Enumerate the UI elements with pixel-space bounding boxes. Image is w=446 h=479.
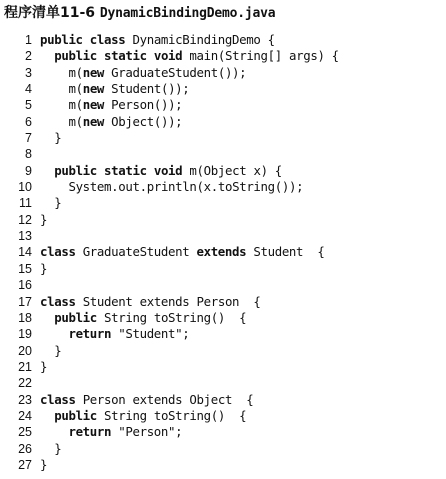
line-number: 11: [19, 196, 32, 211]
code-line: [0, 146, 446, 162]
code-line: [0, 457, 446, 473]
code-text: }: [40, 260, 48, 276]
line-number: 4: [25, 82, 32, 97]
code-text: public class DynamicBindingDemo {: [40, 32, 275, 47]
code-line: [0, 375, 446, 391]
code-line: [0, 359, 446, 375]
line-number: 10: [18, 180, 32, 195]
code-line: [0, 114, 446, 130]
line-number: 16: [18, 278, 32, 293]
code-line: [0, 179, 446, 195]
line-number: 2: [25, 49, 32, 64]
line-number: 20: [18, 343, 32, 358]
code-line: [0, 294, 446, 310]
code-line: [0, 97, 446, 113]
code-text: m(new Object());: [68, 113, 183, 129]
line-number: 14: [18, 245, 32, 260]
line-number: 13: [18, 229, 32, 244]
code-line: [0, 228, 446, 244]
code-text: }: [40, 358, 48, 374]
code-line: [0, 392, 446, 408]
line-number: 25: [18, 425, 32, 440]
code-line: [0, 65, 446, 81]
code-line: [0, 32, 446, 48]
line-number: 5: [25, 98, 32, 113]
code-text: public static void m(Object x) {: [54, 162, 282, 178]
code-text: return "Student";: [68, 326, 190, 342]
code-line: [0, 163, 446, 179]
code-line: [0, 441, 446, 457]
code-text: class Student extends Person {: [40, 293, 261, 309]
code-text: m(new Person());: [68, 97, 183, 113]
code-text: return "Person";: [68, 424, 183, 440]
code-text: m(new Student());: [68, 81, 190, 97]
listing-caption: [4, 4, 275, 22]
line-number: 1: [25, 33, 32, 47]
line-number: 21: [18, 359, 32, 374]
code-line: [0, 424, 446, 440]
line-number: 12: [18, 212, 32, 227]
line-number: 26: [18, 441, 32, 456]
code-text: public static void main(String[] args) {: [54, 48, 339, 64]
code-line: [0, 326, 446, 342]
code-text: }: [40, 195, 62, 211]
code-text: m(new GraduateStudent());: [68, 64, 247, 80]
code-text: }: [40, 456, 48, 472]
code-text: public String toString() {: [54, 309, 247, 325]
line-number: 18: [18, 310, 32, 325]
code-line: [0, 81, 446, 97]
code-text: }: [40, 440, 62, 456]
listing-caption-label: 程序清单11-6: [4, 5, 100, 21]
line-number: 22: [18, 376, 32, 391]
code-block: [0, 32, 446, 473]
line-number: 19: [18, 327, 32, 342]
code-text: public String toString() {: [54, 407, 247, 423]
line-number: 9: [25, 163, 32, 178]
line-number: 3: [25, 65, 32, 80]
code-line: [0, 343, 446, 359]
code-text: }: [40, 342, 62, 358]
code-text: class Person extends Object {: [40, 391, 254, 407]
line-number: 6: [25, 114, 32, 129]
line-number: 23: [18, 392, 32, 407]
code-line: [0, 244, 446, 260]
code-line: [0, 277, 446, 293]
listing-filename: DynamicBindingDemo.java: [99, 6, 276, 21]
code-line: [0, 408, 446, 424]
code-line: [0, 212, 446, 228]
line-number: 17: [18, 294, 32, 309]
code-line: [0, 310, 446, 326]
line-number: 24: [18, 408, 32, 423]
code-text: System.out.println(x.toString());: [68, 179, 304, 195]
code-line: [0, 48, 446, 64]
line-number: 7: [25, 131, 32, 146]
code-line: [0, 195, 446, 211]
code-line: [0, 130, 446, 146]
code-line: [0, 261, 446, 277]
line-number: 8: [25, 147, 32, 162]
line-number: 27: [18, 457, 32, 472]
line-number: 15: [18, 261, 32, 276]
code-text: }: [40, 211, 48, 227]
code-text: }: [40, 130, 62, 146]
code-text: class GraduateStudent extends Student {: [40, 244, 325, 260]
